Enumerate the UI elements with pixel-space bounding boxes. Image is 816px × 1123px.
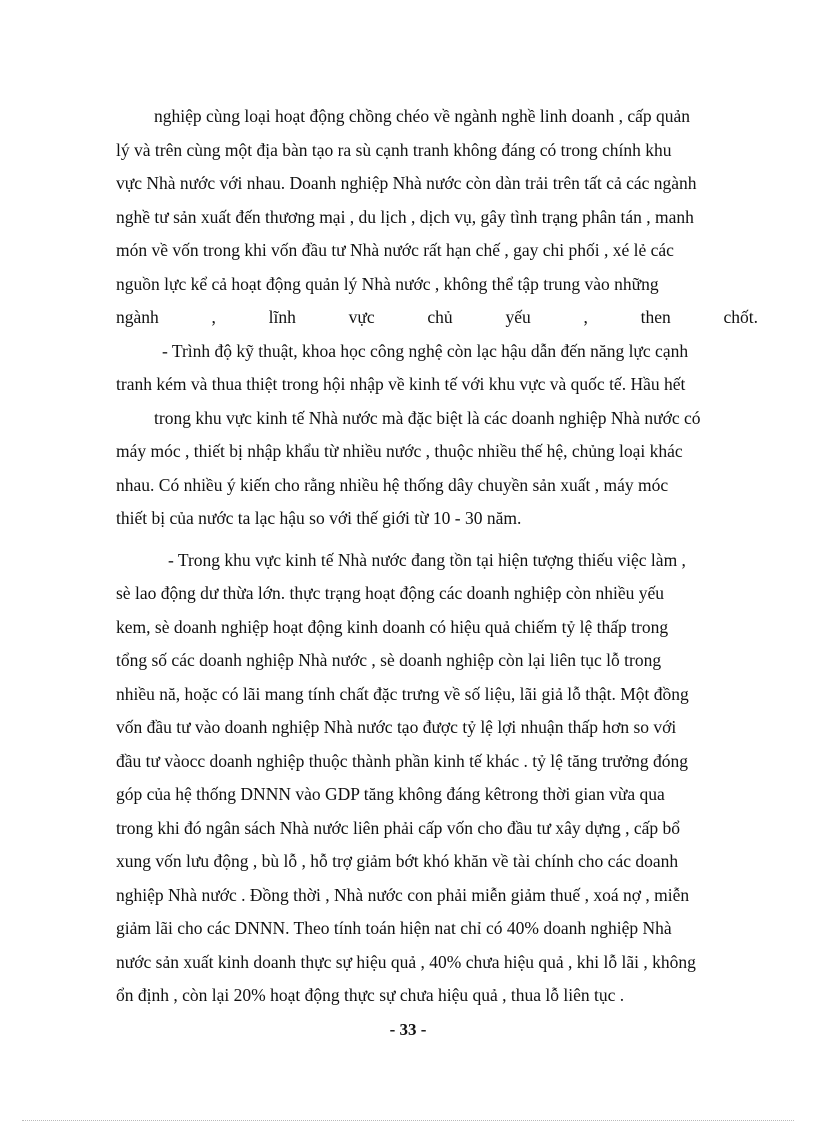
text-line: nguồn lực kể cả hoạt động quản lý Nhà nước , không thể tập trung vào những — [116, 273, 659, 294]
page-number: - 33 - — [389, 1020, 427, 1039]
text-line: nhau. Có nhiều ý kiến cho rằng nhiều hệ thống dây chuyền sản xuất , máy móc — [116, 474, 669, 495]
text-line: nghiệp cùng loại hoạt động chồng chéo về ngành nghề linh doanh , cấp quản — [154, 106, 691, 126]
text-line: tổng số các doanh nghiệp Nhà nước , sè doanh nghiệp còn lại liên tục lỗ trong — [116, 650, 662, 670]
word: vực — [348, 307, 375, 327]
text-line: vực Nhà nước với nhau. Doanh nghiệp Nhà nước còn dàn trải trên tất cả các ngành — [116, 173, 697, 193]
text-line: nghề tư sản xuất đến thương mại , du lịch , dịch vụ, gây tình trạng phân tán , manh — [116, 206, 694, 227]
word: chủ — [427, 307, 453, 327]
word: ngành — [116, 307, 159, 327]
text-line: xung vốn lưu động , bù lỗ , hỗ trợ giảm bớt khó khăn về tài chính cho các doanh — [116, 851, 679, 871]
word: then — [640, 307, 671, 327]
text-line: máy móc , thiết bị nhập khẩu từ nhiều nước , thuộc nhiều thế hệ, chủng loại khác — [116, 441, 683, 461]
text-line-spread — [116, 301, 758, 335]
word: lĩnh — [268, 307, 296, 327]
text-line: trong khu vực kinh tế Nhà nước mà đặc biệt là các doanh nghiệp Nhà nước có — [154, 407, 701, 428]
text-line: món về vốn trong khi vốn đầu tư Nhà nước rất hạn chế , gay chi phối , xé lẻ các — [116, 240, 674, 260]
text-line: kem, sè doanh nghiệp hoạt động kinh doanh có hiệu quả chiếm tỷ lệ thấp trong — [116, 616, 669, 637]
text-line-content: lý và trên cùng một địa bàn tạo ra sù cạnh tranh không đáng có trong chính khu — [116, 139, 672, 160]
paragraph-2 — [116, 335, 758, 536]
text-line: - Trình độ kỹ thuật, khoa học công nghệ còn lạc hậu dẫn đến năng lực cạnh — [162, 340, 689, 361]
text-line: nhiều nă, hoặc có lãi mang tính chất đặc trưng về số liệu, lãi giả lỗ thật. Một đồng — [116, 683, 689, 704]
word: , — [211, 307, 216, 327]
paragraph-3 — [116, 544, 758, 1013]
paragraph-1 — [116, 100, 758, 335]
text-line: nghiệp Nhà nước . Đồng thời , Nhà nước con phải miễn giảm thuế , xoá nợ , miễn — [116, 884, 690, 905]
text-line: ổn định , còn lại 20% hoạt động thực sự chưa hiệu quả , thua lỗ liên tục . — [116, 985, 625, 1005]
page-bottom-divider — [22, 1120, 794, 1121]
text-line: tranh kém và thua thiệt trong hội nhập về kinh tế với khu vực và quốc tế. Hầu hết — [116, 374, 686, 394]
text-line: thiết bị của nước ta lạc hậu so với thế giới từ 10 - 30 năm. — [116, 508, 522, 528]
text-line: góp của hệ thống DNNN vào GDP tăng không đáng kêtrong thời gian vừa qua — [116, 784, 665, 804]
word: chốt. — [723, 307, 758, 327]
text-line: - Trong khu vực kinh tế Nhà nước đang tồn tại hiện tượng thiếu việc làm , — [168, 549, 686, 570]
text-line: trong khi đó ngân sách Nhà nước liên phải cấp vốn cho đầu tư xây dựng , cấp bổ — [116, 817, 681, 838]
text-line: vốn đầu tư vào doanh nghiệp Nhà nước tạo được tỷ lệ lợi nhuận thấp hơn so với — [116, 717, 677, 737]
text-line: đầu tư vàocc doanh nghiệp thuộc thành phần kinh tế khác . tỷ lệ tăng trưởng đóng — [116, 750, 689, 771]
word: yếu — [505, 307, 531, 327]
text-line: sè lao động dư thừa lớn. thực trạng hoạt động các doanh nghiệp còn nhiều yếu — [116, 583, 664, 603]
text-line: giảm lãi cho các DNNN. Theo tính toán hiện nat chỉ có 40% doanh nghiệp Nhà — [116, 918, 672, 938]
text-line — [116, 134, 758, 168]
text-line: nước sản xuất kinh doanh thực sự hiệu quả , 40% chưa hiệu quả , khi lỗ lãi , không — [116, 951, 696, 972]
word: , — [583, 307, 588, 327]
page-body — [116, 100, 758, 1013]
